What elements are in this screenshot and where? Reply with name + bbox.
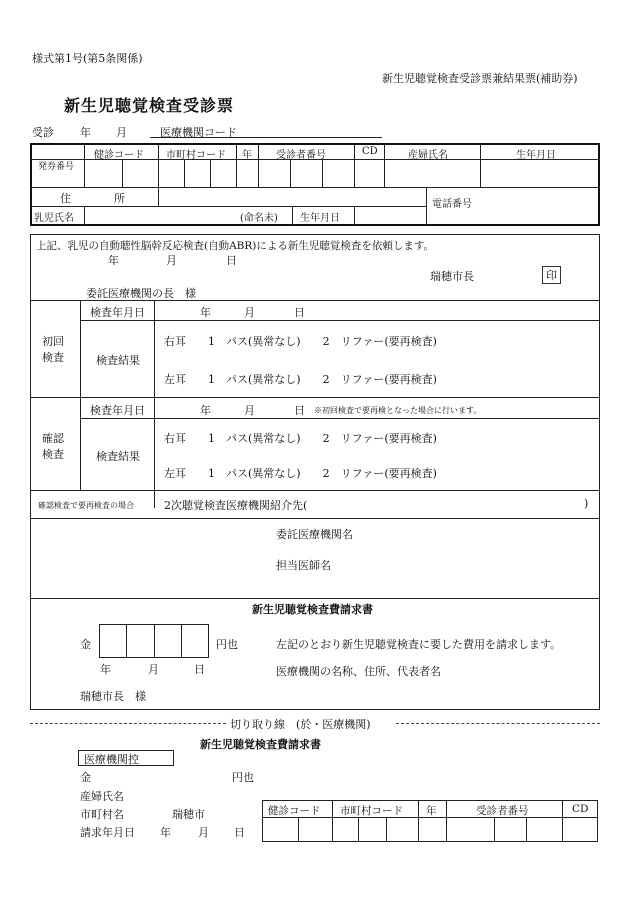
first-label-1: 初回: [42, 335, 64, 348]
first-result-label: 検査結果: [96, 354, 140, 367]
confirm-month: 月: [244, 404, 255, 417]
confirm-label-1: 確認: [42, 432, 64, 445]
bill-day: 日: [194, 663, 205, 676]
month-label: 月: [116, 126, 127, 139]
confirm-day: 日: [294, 404, 305, 417]
col-line: [298, 817, 299, 842]
col-line: [332, 800, 333, 842]
confirm-result-label: 検査結果: [96, 450, 140, 463]
row-line: [80, 320, 600, 321]
cut-line-left: [30, 723, 226, 724]
row-line: [30, 518, 600, 519]
request-year: 年: [108, 254, 119, 267]
col-line: [354, 206, 355, 226]
bill-title: 新生児聴覚検査費請求書: [252, 603, 373, 616]
seal-mark: 印: [542, 266, 561, 284]
bill-month: 月: [148, 663, 159, 676]
col-line: [446, 800, 447, 842]
col-line: [426, 187, 427, 226]
col-line: [258, 143, 259, 187]
first-year: 年: [200, 306, 211, 319]
col-line: [236, 143, 237, 187]
row-line: [30, 490, 600, 491]
bill-year: 年: [100, 663, 111, 676]
col-line: [494, 817, 495, 842]
stub-municipality-code-label: 市町村コード: [340, 805, 403, 817]
first-date-label: 検査年月日: [90, 306, 145, 319]
col-line: [84, 143, 85, 187]
col-line: [418, 800, 419, 842]
stub-year: 年: [160, 826, 171, 839]
bill-addressee: 瑞穂市長 様: [80, 690, 146, 703]
confirm-label-2: 検査: [42, 448, 64, 461]
col-line: [384, 143, 385, 187]
institution-name-label: 委託医療機関名: [276, 528, 353, 541]
col-line: [562, 800, 563, 842]
stub-title: 新生児聴覚検査費請求書: [200, 738, 321, 751]
cut-line-label: 切り取り線 (於・医療機関): [230, 718, 371, 731]
institution-code-line: [150, 137, 382, 138]
request-addressee: 委託医療機関の長 様: [86, 287, 196, 300]
col-line: [526, 817, 527, 842]
address-label-1: 住: [60, 192, 71, 205]
stub-checkup-code-label: 健診コード: [268, 805, 321, 817]
infant-name-label: 乳児氏名: [34, 213, 74, 224]
first-right-ear: 右耳 1 パス(異常なし) 2 リファー(要再検査): [164, 335, 437, 348]
row-line: [30, 397, 600, 398]
doctor-name-label: 担当医師名: [276, 559, 331, 572]
col-line: [154, 300, 155, 508]
confirm-date-label: 検査年月日: [90, 404, 145, 417]
col-line: [126, 624, 127, 658]
stub-kin: 金: [80, 771, 91, 784]
mother-birthdate-label: 生年月日: [516, 150, 556, 161]
voucher-no-label: 発券番号: [38, 162, 75, 172]
col-line: [80, 300, 81, 490]
stub-mother-name: 産婦氏名: [80, 790, 124, 803]
col-line: [154, 624, 155, 658]
municipality-code-label: 市町村コード: [166, 150, 226, 161]
institution-code-label: 医療機関コード: [160, 126, 237, 139]
phone-label: 電話番号: [432, 199, 472, 210]
stub-month: 月: [198, 826, 209, 839]
bill-description: 左記のとおり新生児聴覚検査に要した費用を請求します。: [276, 638, 562, 651]
year-col-label: 年: [242, 150, 252, 161]
request-text: 上記、乳児の自動聴性脳幹反応検査(自動ABR)による新生児聴覚検査を依頼します。: [36, 240, 435, 252]
bill-enya: 円也: [216, 638, 238, 651]
col-line: [292, 206, 293, 226]
mother-name-label: 産婦氏名: [408, 150, 448, 161]
examinee-no-label: 受診者番号: [276, 150, 326, 161]
referral-text: 2次聴覚検査医療機関紹介先(: [164, 499, 308, 512]
stub-date-label: 請求年月日: [80, 826, 135, 839]
mayor-label: 瑞穂市長: [430, 270, 474, 283]
col-line: [480, 143, 481, 187]
request-month: 月: [166, 254, 177, 267]
cut-line-right: [396, 723, 600, 724]
col-line: [322, 159, 323, 187]
stub-city-label: 市町村名: [80, 808, 124, 821]
form-title: 新生児聴覚検査受診票: [64, 96, 235, 115]
col-line: [354, 143, 355, 187]
col-line: [158, 143, 159, 187]
bill-institution-info: 医療機関の名称、住所、代表者名: [276, 665, 441, 678]
address-label-2: 所: [114, 192, 125, 205]
stub-cd-label: CD: [572, 803, 589, 815]
row-line: [30, 206, 426, 207]
col-line: [358, 817, 359, 842]
referral-condition: 確認検査で要再検査の場合: [38, 501, 134, 510]
stub-year-col-label: 年: [426, 805, 437, 817]
row-line: [30, 300, 600, 301]
referral-close: ): [584, 497, 589, 510]
first-day: 日: [294, 306, 305, 319]
checkup-code-label: 健診コード: [94, 150, 144, 161]
unnamed-label: (命名未): [240, 213, 278, 224]
col-line: [386, 817, 387, 842]
stub-enya: 円也: [232, 771, 254, 784]
confirm-left-ear: 左耳 1 パス(異常なし) 2 リファー(要再検査): [164, 467, 437, 480]
first-month: 月: [244, 306, 255, 319]
confirm-note: ※初回検査で要再検となった場合に行います。: [314, 406, 482, 415]
confirm-right-ear: 右耳 1 パス(異常なし) 2 リファー(要再検査): [164, 432, 437, 445]
row-line: [80, 418, 600, 419]
request-day: 日: [226, 254, 237, 267]
jushin-label: 受診: [32, 126, 54, 139]
stub-day: 日: [234, 826, 245, 839]
first-label-2: 検査: [42, 351, 64, 364]
col-line: [210, 159, 211, 187]
stub-copy-label: 医療機関控: [84, 753, 139, 766]
infant-birthdate-label: 生年月日: [300, 213, 340, 224]
confirm-year: 年: [200, 404, 211, 417]
col-line: [184, 159, 185, 187]
col-line: [290, 159, 291, 187]
stub-examinee-no-label: 受診者番号: [476, 805, 529, 817]
col-line: [181, 624, 182, 658]
col-line: [84, 206, 85, 226]
form-subtitle: 新生児聴覚検査受診票兼結果票(補助券): [382, 72, 578, 85]
first-left-ear: 左耳 1 パス(異常なし) 2 リファー(要再検査): [164, 373, 437, 386]
bill-kin: 金: [80, 638, 91, 651]
cd-label: CD: [362, 146, 378, 157]
year-label: 年: [80, 126, 91, 139]
col-line: [158, 187, 159, 206]
row-line: [30, 187, 600, 188]
form-number: 様式第1号(第5条関係): [32, 52, 143, 65]
stub-city: 瑞穂市: [172, 808, 205, 821]
col-line: [122, 159, 123, 187]
row-line: [30, 598, 600, 599]
